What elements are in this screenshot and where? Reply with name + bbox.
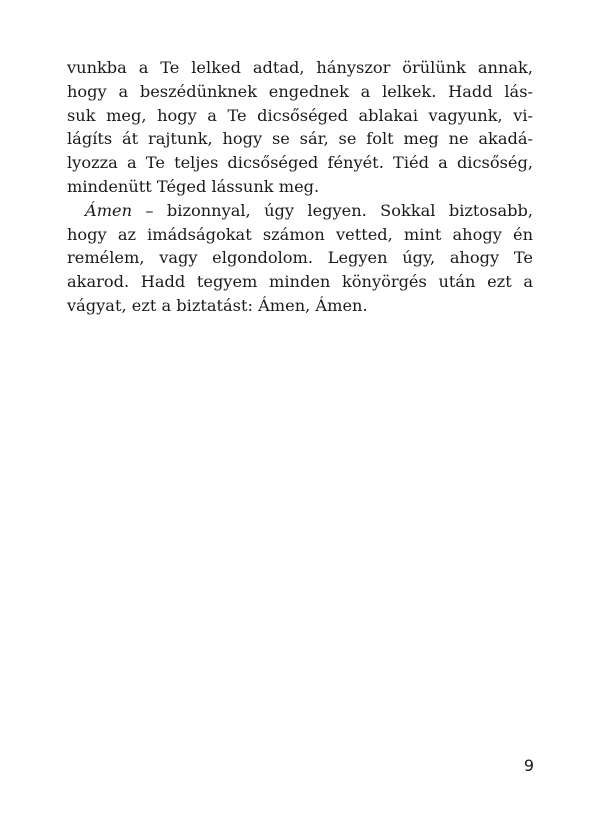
text-line: akarod. Hadd tegyem minden könyörgés után ezt a — [67, 272, 533, 292]
text-line: remélem, vagy elgondolom. Legyen úgy, ahogy Te — [67, 248, 533, 268]
paragraph-1 — [67, 56, 533, 199]
page-number: 9 — [523, 756, 534, 775]
text-line: suk meg, hogy a Te dicsőséged ablakai vagyunk, vi- — [67, 105, 533, 125]
text-line: lágíts át rajtunk, hogy se sár, se folt meg ne akadá- — [67, 129, 533, 149]
text-line: vunkba a Te lelked adtad, hányszor örülünk annak, — [67, 58, 533, 77]
text-line: hogy az imádságokat számon vetted, mint ahogy én — [67, 224, 533, 244]
text-line: mindenütt Téged lássunk meg. — [67, 176, 320, 196]
text-line: lyozza a Te teljes dicsőséged fényét. Tiéd a dicsőség, — [67, 153, 533, 173]
text-line-rest: – bizonnyal, úgy legyen. Sokkal biztosabb, — [132, 200, 533, 220]
body-text — [67, 56, 533, 318]
text-line: vágyat, ezt a biztatást: Ámen, Ámen. — [67, 295, 368, 315]
italic-amen: Ámen — [85, 200, 133, 220]
text-line — [67, 199, 533, 223]
paragraph-2 — [67, 199, 533, 318]
text-line: hogy a beszédünknek engednek a lelkek. Hadd lás- — [67, 81, 533, 101]
